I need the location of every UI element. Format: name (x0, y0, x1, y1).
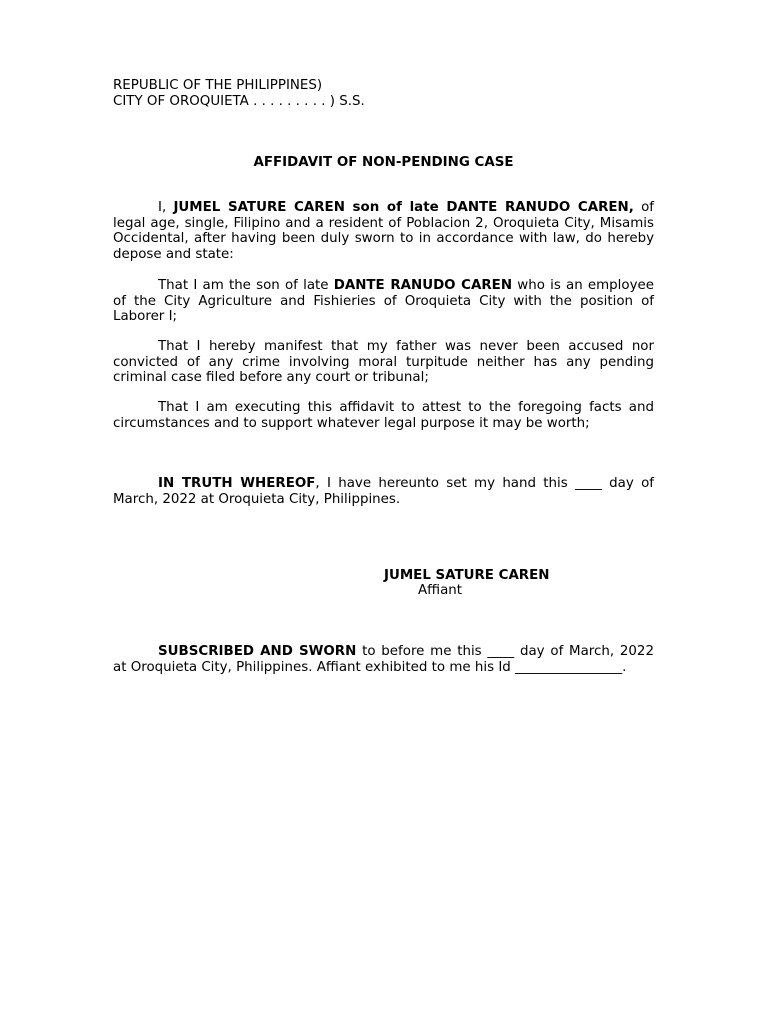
venue-block (113, 78, 365, 109)
father-rest-text: who is an employee of the City Agriculture and Fishieries of Oroquieta City with the position of Laborer I; (113, 278, 654, 324)
manifest-paragraph: That I hereby manifest that my father was never been accused nor convicted of any crime involving moral turpitude neither has any pending criminal case filed before any court or tribunal; (113, 339, 654, 385)
intro-rest-text: of legal age, single, Filipino and a resident of Poblacion 2, Oroquieta City, Misamis Occidental, after having been duly sworn to in accordance with law, do hereby depose and state: (113, 200, 654, 262)
jurat-paragraph (113, 644, 654, 675)
affiant-intro-paragraph (113, 200, 654, 262)
signature-role: Affiant (418, 583, 463, 598)
father-paragraph (113, 278, 654, 325)
document-title: AFFIDAVIT OF NON-PENDING CASE (253, 155, 514, 170)
father-name-bold: DANTE RANUDO CAREN (333, 278, 513, 293)
affiant-name-bold: JUMEL SATURE CAREN son of late DANTE RANUDO CAREN, (173, 200, 634, 215)
purpose-paragraph: That I am executing this affidavit to attest to the foregoing facts and circumstances and to support whatever legal purpose it may be worth; (113, 400, 654, 431)
father-intro-text: That I am the son of late (158, 278, 334, 293)
venue-line-republic: REPUBLIC OF THE PHILIPPINES) (113, 78, 323, 93)
truth-whereof-paragraph (113, 476, 654, 507)
jurat-rest: to before me this ____ day of March, 2022 at Oroquieta City, Philippines. Affiant exhibited to me his Id ________________. (113, 644, 654, 675)
truth-whereof-bold: IN TRUTH WHEREOF (158, 476, 316, 491)
intro-text: I, (158, 200, 174, 215)
jurat-bold: SUBSCRIBED AND SWORN (158, 644, 357, 659)
signature-name: JUMEL SATURE CAREN (384, 568, 550, 583)
truth-whereof-rest: , I have hereunto set my hand this ____ day of March, 2022 at Oroquieta City, Philippines. (113, 476, 654, 507)
venue-line-city: CITY OF OROQUIETA . . . . . . . . . ) S.S. (113, 93, 365, 109)
